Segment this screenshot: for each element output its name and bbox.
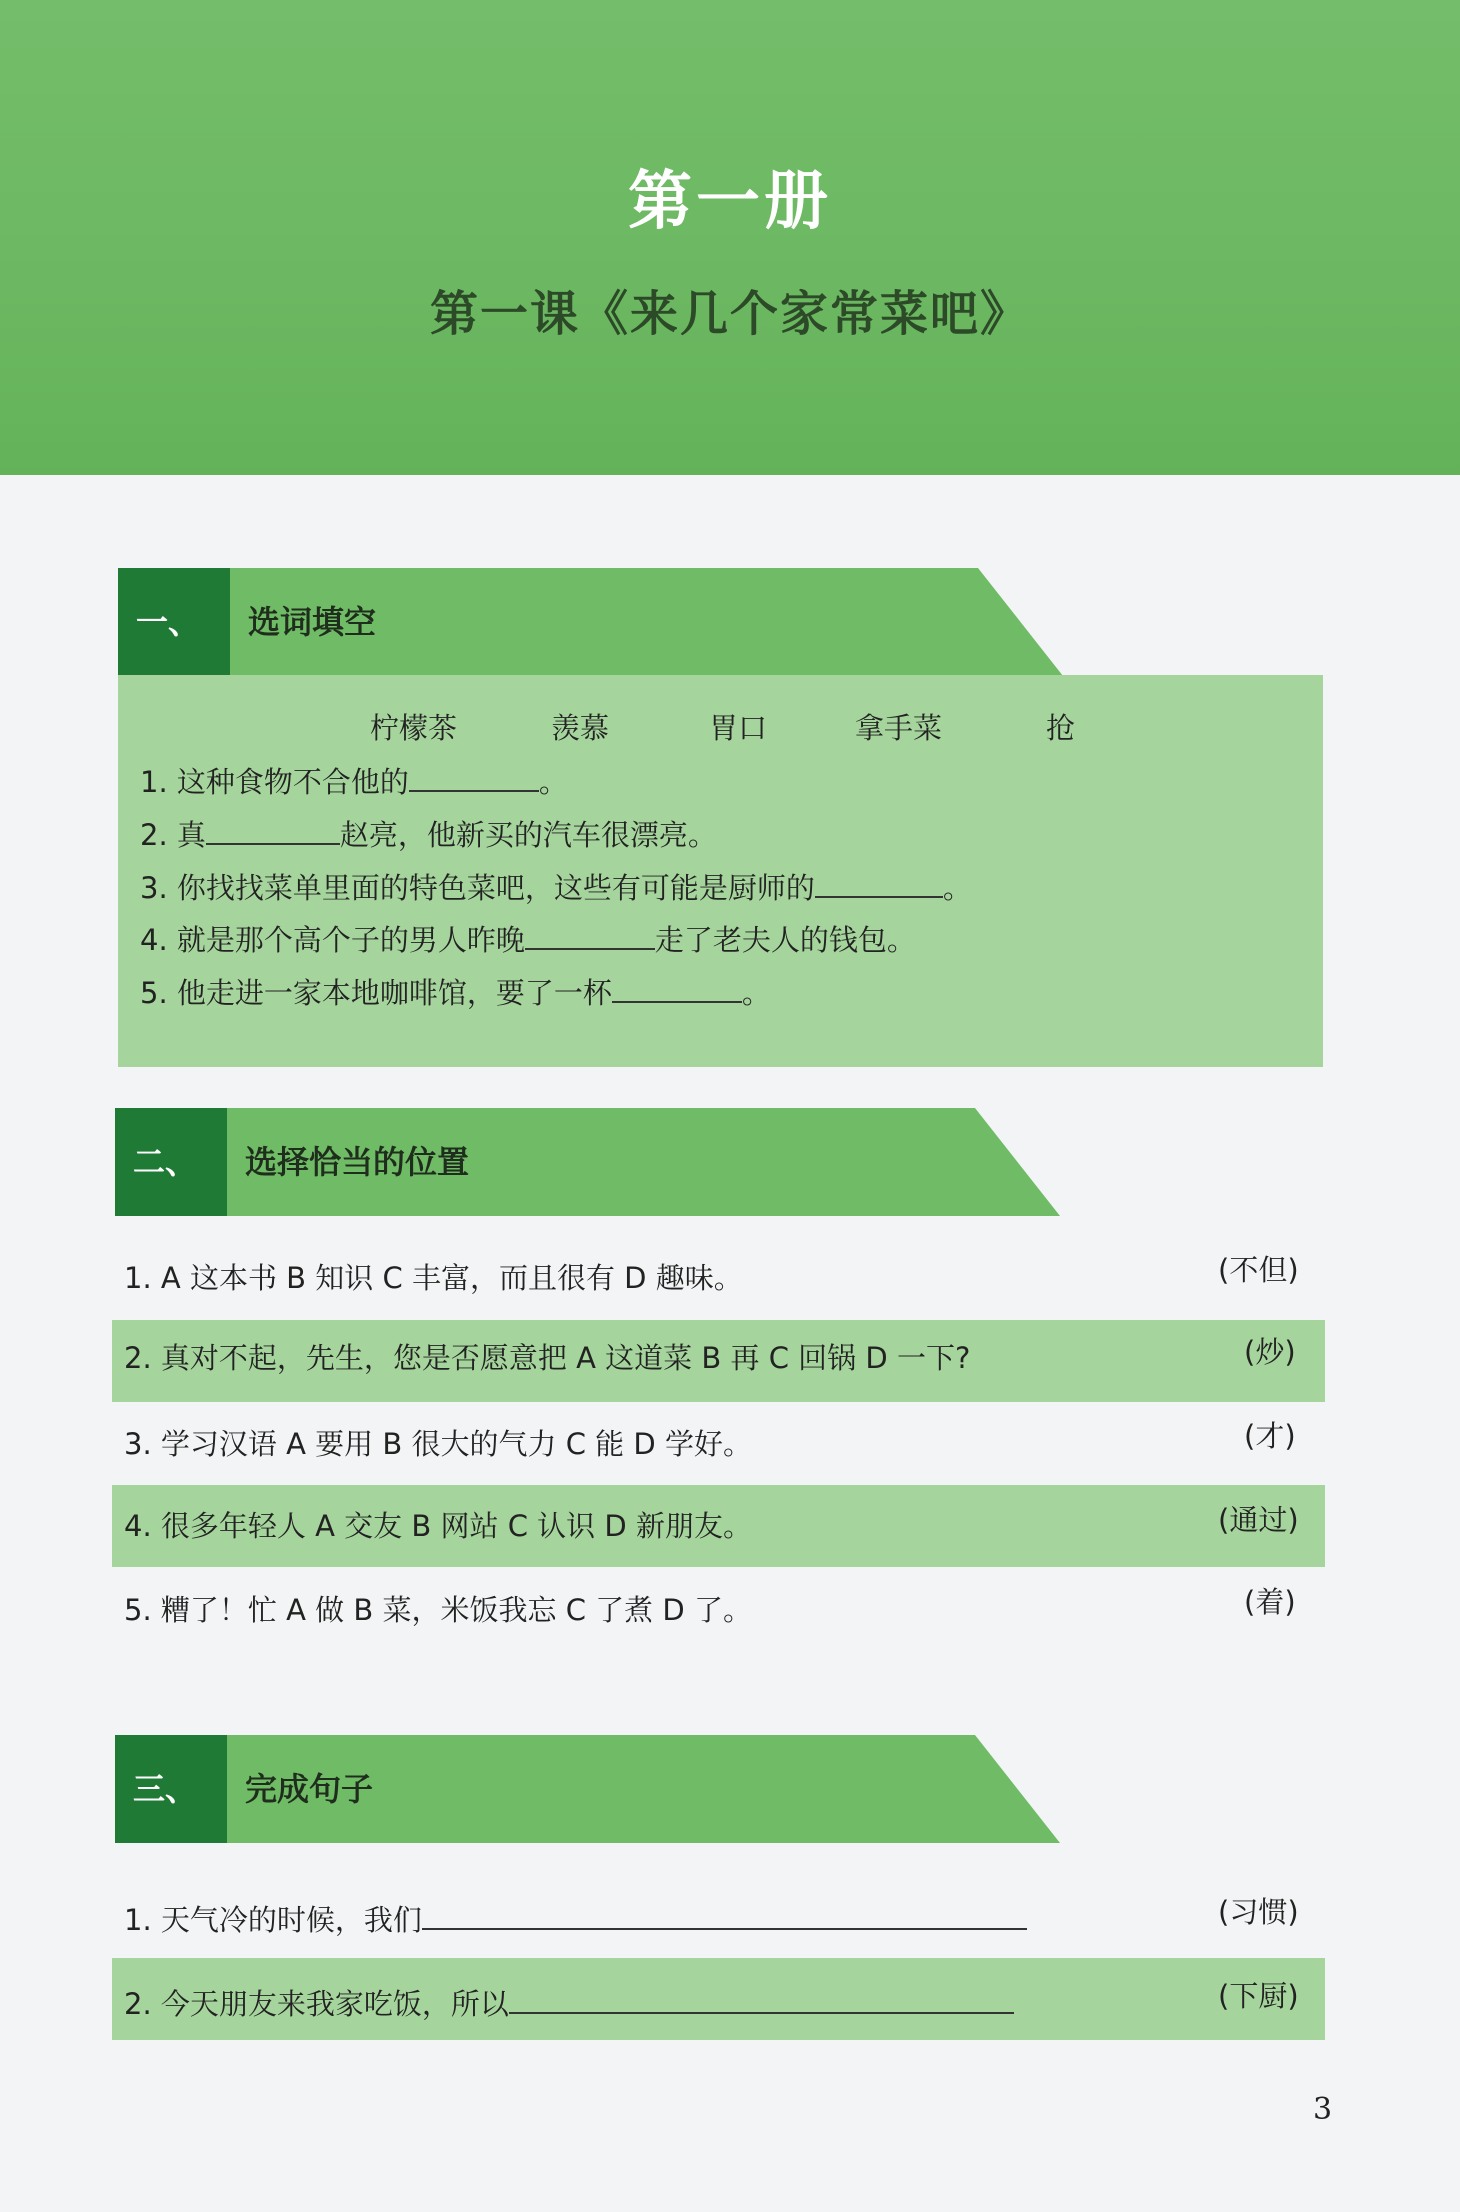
question-hint: (下厨) <box>1218 1979 1299 2013</box>
section-title: 选词填空 <box>248 603 377 641</box>
answer-blank[interactable] <box>815 866 943 898</box>
section-1-header <box>118 568 1063 676</box>
answer-blank[interactable] <box>422 1898 1027 1930</box>
question-text: 5. 他走进一家本地咖啡馆，要了一杯 <box>140 976 612 1010</box>
fill-question-2 <box>140 813 717 855</box>
page-number: 3 <box>1313 2092 1333 2127</box>
position-question-5: 5. 糟了！忙 A 做 B 菜，米饭我忘 C 了煮 D 了。 <box>124 1593 752 1627</box>
section-number: 三、 <box>115 1735 227 1843</box>
position-question-2: 2. 真对不起，先生，您是否愿意把 A 这道菜 B 再 C 回锅 D 一下? <box>124 1341 971 1375</box>
fill-question-3 <box>140 866 972 908</box>
section-number: 一、 <box>118 568 230 676</box>
fill-question-5 <box>140 971 771 1013</box>
word-bank-item: 羡慕 <box>551 711 610 745</box>
answer-blank[interactable] <box>525 918 655 950</box>
position-question-4: 4. 很多年轻人 A 交友 B 网站 C 认识 D 新朋友。 <box>124 1509 752 1543</box>
answer-blank[interactable] <box>612 971 742 1003</box>
question-text: 2. 今天朋友来我家吃饭，所以 <box>124 1987 509 2021</box>
question-text: 赵亮，他新买的汽车很漂亮。 <box>339 818 717 852</box>
question-hint: (习惯) <box>1218 1895 1299 1929</box>
question-hint: (炒) <box>1244 1335 1296 1369</box>
position-question-3: 3. 学习汉语 A 要用 B 很大的气力 C 能 D 学好。 <box>124 1427 752 1461</box>
question-text: 4. 就是那个高个子的男人昨晚 <box>140 923 525 957</box>
word-bank-item: 抢 <box>1046 711 1076 745</box>
question-text: 1. 这种食物不合他的 <box>140 765 409 799</box>
fill-question-1 <box>140 760 568 802</box>
question-hint: (不但) <box>1218 1253 1299 1287</box>
position-question-1: 1. A 这本书 B 知识 C 丰富，而且很有 D 趣味。 <box>124 1261 743 1295</box>
question-text: 2. 真 <box>140 818 206 852</box>
answer-blank[interactable] <box>206 813 340 845</box>
complete-question-1 <box>124 1898 1027 1940</box>
word-bank-item: 柠檬茶 <box>370 711 458 745</box>
section-3-header <box>115 1735 1060 1843</box>
question-hint: (着) <box>1244 1585 1296 1619</box>
book-title: 第一册 <box>628 165 832 239</box>
question-text: 1. 天气冷的时候，我们 <box>124 1903 422 1937</box>
lesson-title: 第一课《来几个家常菜吧》 <box>429 286 1030 342</box>
question-text: 3. 你找找菜单里面的特色菜吧，这些有可能是厨师的 <box>140 871 815 905</box>
fill-question-4 <box>140 918 916 960</box>
question-hint: (通过) <box>1218 1503 1299 1537</box>
question-text: 。 <box>942 871 972 905</box>
answer-blank[interactable] <box>409 760 539 792</box>
word-bank-item: 拿手菜 <box>855 711 943 745</box>
answer-blank[interactable] <box>509 1982 1014 2014</box>
question-text: 走了老夫人的钱包。 <box>654 923 916 957</box>
question-text: 。 <box>741 976 771 1010</box>
word-bank-item: 胃口 <box>709 711 768 745</box>
section-number: 二、 <box>115 1108 227 1216</box>
section-title: 选择恰当的位置 <box>245 1143 470 1181</box>
section-2-header <box>115 1108 1060 1216</box>
question-text: 。 <box>538 765 568 799</box>
question-hint: (才) <box>1244 1419 1296 1453</box>
complete-question-2 <box>124 1982 1014 2024</box>
section-title: 完成句子 <box>245 1770 374 1808</box>
